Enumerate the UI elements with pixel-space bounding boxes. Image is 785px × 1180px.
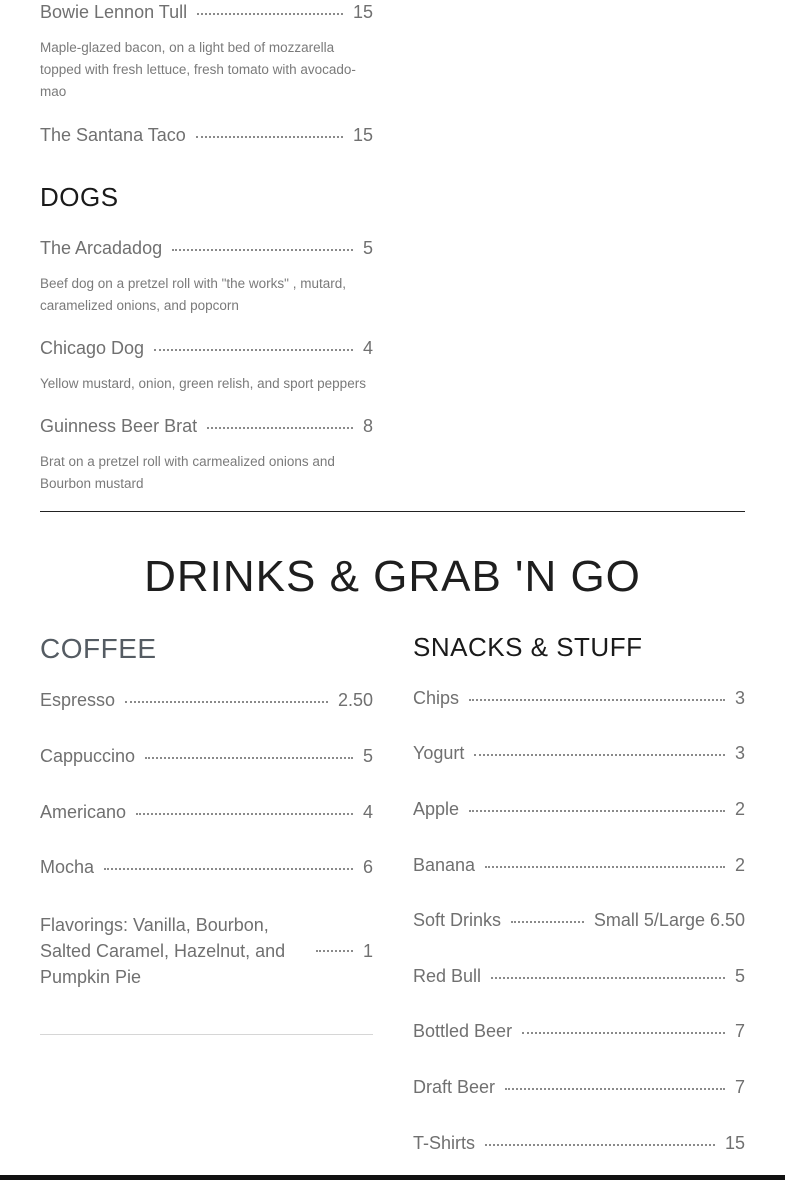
section-divider: [40, 511, 745, 512]
dot-leader: [469, 699, 725, 701]
menu-item: [40, 746, 373, 767]
menu-item: [413, 1133, 745, 1154]
menu-item: [40, 690, 373, 711]
item-price: 3: [734, 688, 745, 708]
item-price: 4: [362, 802, 373, 822]
menu-item: [413, 966, 745, 987]
item-description: Brat on a pretzel roll with carmealized onions and Bourbon mustard: [40, 454, 335, 491]
coffee-bottom-divider: [40, 1034, 373, 1035]
dot-leader: [196, 136, 343, 138]
menu-item: [40, 238, 373, 259]
item-name: Draft Beer: [413, 1077, 496, 1097]
item-price: 3: [734, 743, 745, 763]
menu-item: [413, 743, 745, 764]
item-price: 15: [352, 125, 373, 145]
menu-item: [40, 857, 373, 878]
dot-leader: [485, 866, 725, 868]
menu-item-flavorings: [40, 912, 373, 990]
menu-item: [40, 338, 373, 359]
section-heading-snacks: SNACKS & STUFF: [413, 632, 643, 662]
dot-leader: [511, 921, 584, 923]
item-name: Cappuccino: [40, 746, 136, 766]
dot-leader: [145, 757, 353, 759]
menu-item: [413, 1077, 745, 1098]
item-name: Soft Drinks: [413, 910, 502, 930]
item-name: Chicago Dog: [40, 338, 145, 358]
item-name: T-Shirts: [413, 1133, 476, 1153]
item-name: Apple: [413, 799, 460, 819]
section-heading-coffee: COFFEE: [40, 633, 157, 664]
item-price: 2.50: [337, 690, 373, 710]
dot-leader: [485, 1144, 715, 1146]
menu-item: [413, 855, 745, 876]
item-price: 15: [352, 2, 373, 22]
dot-leader: [505, 1088, 725, 1090]
item-name: Guinness Beer Brat: [40, 416, 198, 436]
item-description: Yellow mustard, onion, green relish, and sport peppers: [40, 376, 366, 391]
item-name: The Arcadadog: [40, 238, 163, 258]
dot-leader: [207, 427, 353, 429]
menu-item: [413, 910, 745, 931]
menu-item: [413, 688, 745, 709]
section-heading-dogs: DOGS: [40, 182, 119, 212]
dot-leader: [154, 349, 353, 351]
item-name: Americano: [40, 802, 127, 822]
item-price: 2: [734, 855, 745, 875]
item-price: 15: [724, 1133, 745, 1153]
item-name: Bottled Beer: [413, 1021, 513, 1041]
menu-item: [40, 2, 373, 23]
dot-leader: [469, 810, 725, 812]
item-price: 5: [734, 966, 745, 986]
item-price: Small 5/Large 6.50: [593, 910, 745, 930]
dot-leader: [104, 868, 353, 870]
item-name: Yogurt: [413, 743, 465, 763]
item-name: Banana: [413, 855, 476, 875]
item-price: 2: [734, 799, 745, 819]
item-name: Bowie Lennon Tull: [40, 2, 188, 22]
item-price: 7: [734, 1021, 745, 1041]
item-price: 7: [734, 1077, 745, 1097]
dot-leader: [136, 813, 353, 815]
menu-item: [40, 125, 373, 146]
snacks-column: [413, 630, 745, 1170]
item-price: 8: [362, 416, 373, 436]
drinks-title: DRINKS & GRAB 'N GO: [144, 552, 641, 601]
item-name: Flavorings: Vanilla, Bourbon, Salted Caramel, Hazelnut, and Pumpkin Pie: [40, 915, 286, 987]
dot-leader: [522, 1032, 725, 1034]
item-price: 6: [362, 857, 373, 877]
dot-leader: [172, 249, 353, 251]
item-price: 1: [362, 940, 373, 961]
dot-leader: [491, 977, 725, 979]
menu-item: [40, 416, 373, 437]
dot-leader: [474, 754, 725, 756]
page-bottom-bar: [0, 1175, 785, 1180]
menu-item: [413, 799, 745, 820]
item-price: 5: [362, 746, 373, 766]
dot-leader: [125, 701, 328, 703]
food-column: [40, 0, 373, 500]
item-price: 5: [362, 238, 373, 258]
item-name: Espresso: [40, 690, 116, 710]
item-description: Maple-glazed bacon, on a light bed of mozzarella topped with fresh lettuce, fresh tomato with avocado-mao: [40, 40, 356, 99]
item-description: Beef dog on a pretzel roll with "the works" , mutard, caramelized onions, and popcorn: [40, 276, 346, 313]
dot-leader: [316, 950, 353, 952]
item-name: Mocha: [40, 857, 95, 877]
menu-item: [413, 1021, 745, 1042]
item-name: Chips: [413, 688, 460, 708]
item-name: The Santana Taco: [40, 125, 186, 145]
menu-item: [40, 802, 373, 823]
item-name: Red Bull: [413, 966, 482, 986]
dot-leader: [197, 13, 343, 15]
item-price: 4: [362, 338, 373, 358]
